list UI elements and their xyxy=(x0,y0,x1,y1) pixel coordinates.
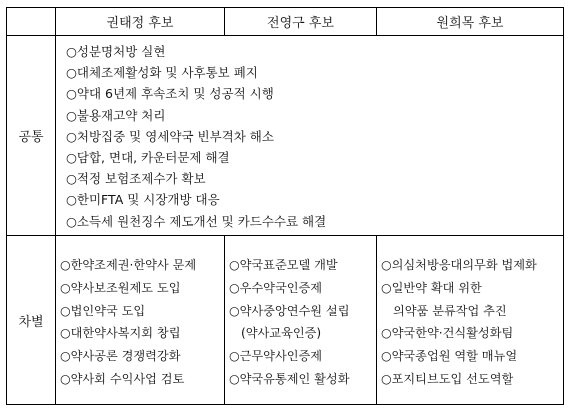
header-corner-cell xyxy=(7,8,56,36)
candidate-pledge-table xyxy=(6,7,564,405)
common-pledge-item: ○한미FTA 및 시장개방 대응 xyxy=(66,192,220,208)
common-row xyxy=(7,36,564,236)
common-pledge-list xyxy=(56,36,563,232)
distinct-pledge-item: ○약사중앙연수원 설립 xyxy=(229,303,350,318)
common-row-label: 공통 xyxy=(7,36,56,236)
common-pledge-item: ○약대 6년제 후속조치 및 성공적 시행 xyxy=(66,86,274,102)
common-pledge-item: ○대체조제활성화 및 사후통보 폐지 xyxy=(66,65,258,81)
distinct-pledge-list-won xyxy=(377,236,563,391)
common-pledge-item: ○담합, 면대, 카운터문제 해결 xyxy=(66,150,230,166)
distinct-pledges-jeon xyxy=(225,236,377,405)
distinct-pledge-item: ○대한약사복지회 창립 xyxy=(60,326,181,341)
distinct-pledges-kwon xyxy=(56,236,225,405)
distinct-pledge-item: ○우수약국인증제 xyxy=(229,280,323,295)
header-row xyxy=(7,8,564,36)
distinct-pledge-item: ○법인약국 도입 xyxy=(60,303,146,318)
distinct-pledges-won xyxy=(377,236,564,405)
distinct-pledge-item: ○약사공론 경쟁력강화 xyxy=(60,349,181,364)
common-pledge-item: ○성분명처방 실현 xyxy=(66,44,166,59)
header-candidate-jeon: 전영구 후보 xyxy=(225,8,377,36)
distinct-pledge-item: ○약국종업원 역할 매뉴얼 xyxy=(381,349,518,364)
distinct-pledge-item: ○포지티브도입 선도역할 xyxy=(381,371,514,386)
header-candidate-won: 원희목 후보 xyxy=(377,8,564,36)
common-pledge-item: ○처방집중 및 영세약국 빈부격차 해소 xyxy=(66,128,274,144)
distinct-pledge-item: ○약사보조원제도 도입 xyxy=(60,280,181,295)
distinct-pledge-item: ○약국유통제인 활성화 xyxy=(229,371,350,386)
distinct-pledge-list-jeon xyxy=(225,236,376,391)
common-pledge-item: ○소득세 원천징수 제도개선 및 카드수수료 해결 xyxy=(66,213,327,229)
common-pledge-item: ○불용재고약 처리 xyxy=(66,107,166,123)
distinct-pledge-continuation: 의약품 분류작업 추진 xyxy=(393,303,507,318)
distinct-pledge-item: ○근무약사인증제 xyxy=(229,349,323,364)
header-candidate-kwon: 권태정 후보 xyxy=(56,8,225,36)
common-pledges-cell xyxy=(56,36,564,236)
distinct-pledge-list-kwon xyxy=(56,236,224,391)
distinct-row xyxy=(7,236,564,405)
distinct-pledge-item: ○의심처방응대의무화 법제화 xyxy=(381,258,537,272)
common-pledge-item: ○적정 보험조제수가 확보 xyxy=(66,171,206,187)
distinct-pledge-item: ○한약조제권·한약사 문제 xyxy=(60,258,197,272)
distinct-pledge-item: ○약국한약·건식활성화팀 xyxy=(381,326,514,341)
distinct-pledge-item: ○약사회 수익사업 검토 xyxy=(60,371,185,386)
distinct-pledge-continuation: (약사교육인증) xyxy=(241,326,322,341)
distinct-pledge-item: ○약국표준모델 개발 xyxy=(229,258,338,272)
distinct-pledge-item: ○일반약 확대 위한 xyxy=(381,280,482,295)
distinct-row-label: 차별 xyxy=(7,236,56,405)
